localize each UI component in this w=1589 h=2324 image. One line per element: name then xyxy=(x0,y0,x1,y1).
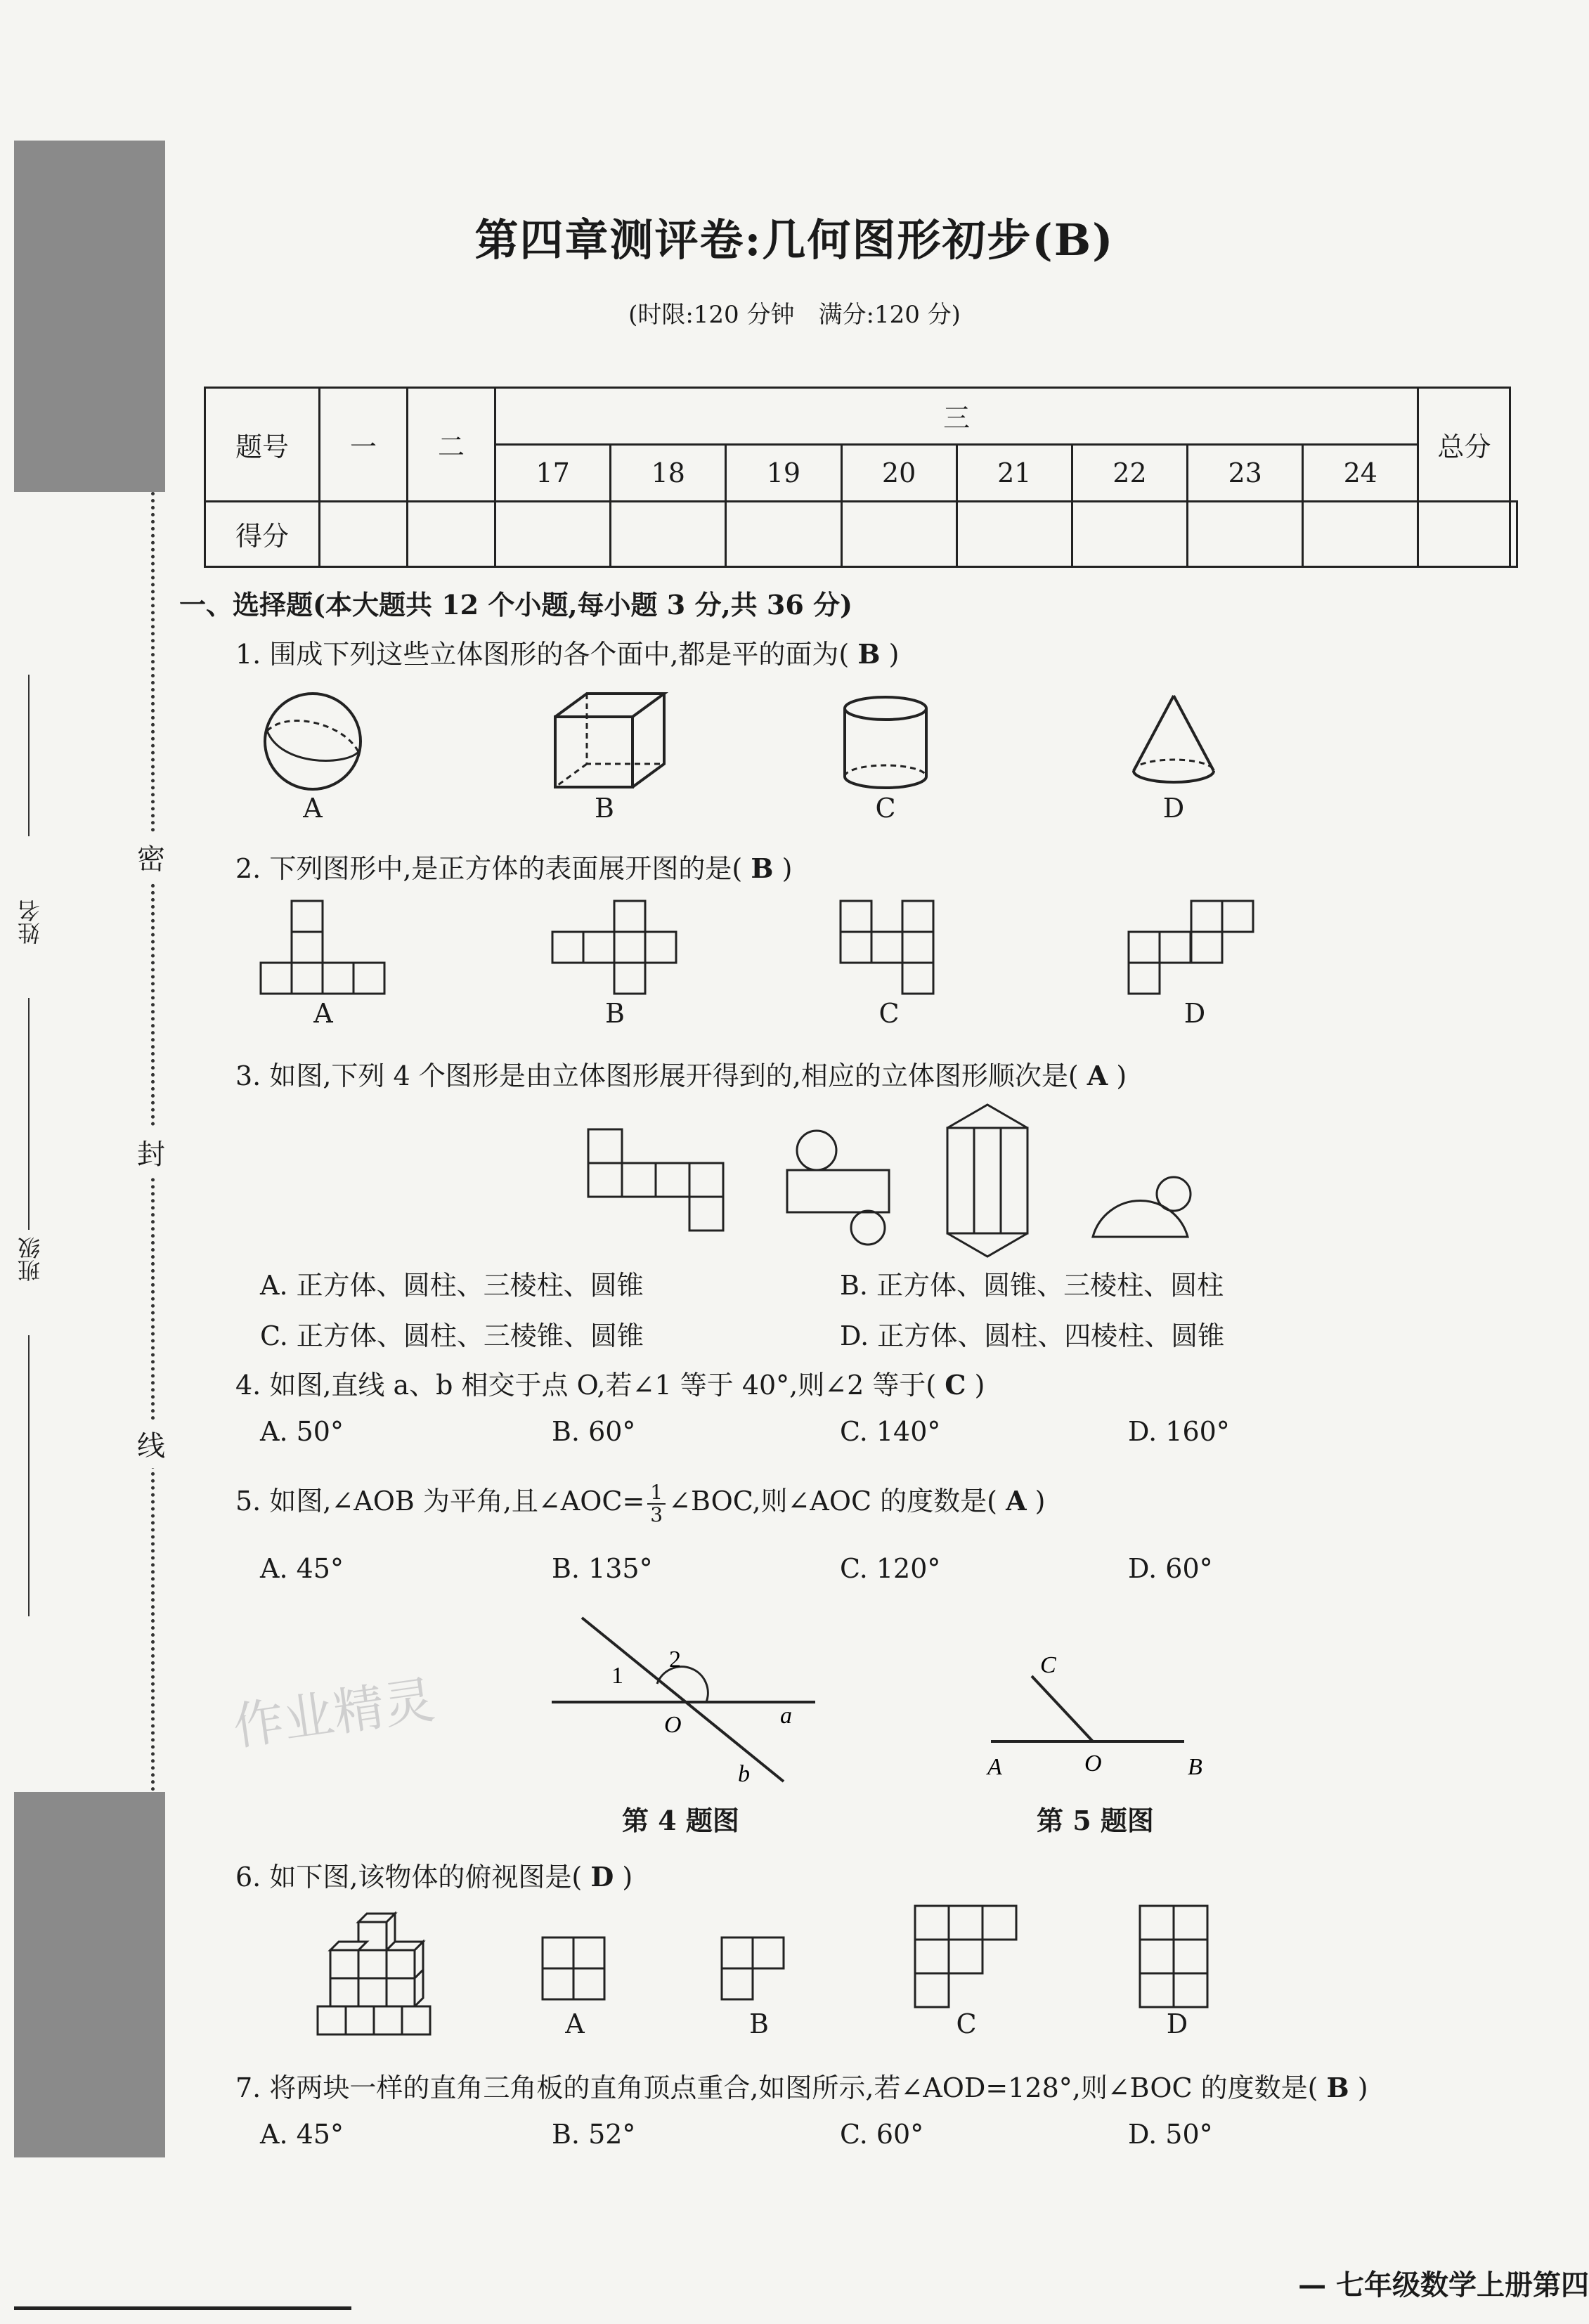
q1-label-c: C xyxy=(875,793,896,824)
score-table-subnum: 24 xyxy=(1303,444,1418,501)
question-3-close: ) xyxy=(1116,1060,1127,1091)
seal-char-mi: 密 xyxy=(137,833,165,881)
q7-option-b: B. 52° xyxy=(552,2119,636,2150)
score-cell[interactable] xyxy=(726,501,841,566)
q6-view-a xyxy=(541,1936,608,2003)
q3-net-cylinder xyxy=(780,1128,893,1247)
q4-option-a: A. 50° xyxy=(260,1416,344,1447)
score-table-subnum: 23 xyxy=(1188,444,1303,501)
question-4-answer: C xyxy=(945,1369,966,1401)
question-1-close: ) xyxy=(888,639,900,670)
q6-label-d: D xyxy=(1166,2008,1188,2039)
score-table-subnum: 19 xyxy=(726,444,841,501)
q3-option-c: C. 正方体、圆柱、三棱锥、圆锥 xyxy=(260,1320,644,1351)
seal-char-feng: 封 xyxy=(137,1128,165,1176)
question-5-fraction xyxy=(647,1482,666,1526)
score-cell[interactable] xyxy=(495,501,611,566)
q5-option-b: B. 135° xyxy=(552,1553,653,1584)
score-table-col-three: 三 xyxy=(495,388,1418,445)
question-6 xyxy=(235,1855,633,1894)
q1-figure-cube xyxy=(552,692,671,791)
score-cell[interactable] xyxy=(320,501,408,566)
question-5-text-after: ∠BOC,则∠AOC 的度数是( xyxy=(668,1486,997,1517)
q6-solid-figure xyxy=(316,1908,436,2038)
q1-figure-cone xyxy=(1128,692,1219,798)
score-cell[interactable] xyxy=(956,501,1072,566)
score-table xyxy=(204,387,1518,568)
question-7-close: ) xyxy=(1357,2072,1368,2103)
q5-option-d: D. 60° xyxy=(1128,1553,1213,1584)
q3-option-d: D. 正方体、圆柱、四棱柱、圆锥 xyxy=(840,1320,1225,1351)
q6-label-a: A xyxy=(565,2008,585,2039)
score-cell[interactable] xyxy=(1418,501,1510,566)
question-6-text: 6. 如下图,该物体的俯视图是( xyxy=(235,1862,583,1893)
question-6-close: ) xyxy=(622,1862,633,1893)
question-2-answer: B xyxy=(751,852,774,884)
q4-option-c: C. 140° xyxy=(840,1416,941,1447)
question-5 xyxy=(235,1479,1045,1526)
fig5-label-a: A xyxy=(987,1754,1002,1780)
score-table-subnum: 17 xyxy=(495,444,611,501)
q2-net-b xyxy=(552,900,678,994)
question-4-close: ) xyxy=(974,1370,985,1401)
fig4-label-b: b xyxy=(738,1761,750,1787)
watermark: 作业精灵 xyxy=(229,1670,439,1757)
fig4-label-2: 2 xyxy=(669,1647,681,1673)
question-3-answer: A xyxy=(1087,1060,1108,1091)
q3-net-cube xyxy=(587,1128,734,1240)
fig4-label-o: O xyxy=(664,1712,682,1738)
figure-5-caption: 第 5 题图 xyxy=(1037,1805,1154,1836)
score-cell[interactable] xyxy=(1303,501,1418,566)
question-2-text: 2. 下列图形中,是正方体的表面展开图的是( xyxy=(235,853,743,884)
page-footer: — 七年级数学上册第四 xyxy=(1298,2268,1589,2302)
class-field-line xyxy=(28,998,30,1230)
q6-view-b xyxy=(720,1936,798,2006)
q2-net-d xyxy=(1128,900,1258,994)
q5-option-c: C. 120° xyxy=(840,1553,941,1584)
page-title: 第四章测评卷:几何图形初步(B) xyxy=(474,214,1115,266)
fraction-numerator: 1 xyxy=(647,1482,666,1505)
fig4-label-a: a xyxy=(780,1703,792,1729)
question-4-text: 4. 如图,直线 a、b 相交于点 O,若∠1 等于 40°,则∠2 等于( xyxy=(235,1370,937,1401)
section-heading: 一、选择题(本大题共 12 个小题,每小题 3 分,共 36 分) xyxy=(179,589,852,621)
q6-label-b: B xyxy=(749,2008,769,2039)
question-2 xyxy=(235,847,792,885)
q3-net-prism xyxy=(942,1103,1040,1258)
q6-view-d xyxy=(1139,1904,1216,2006)
q4-option-d: D. 160° xyxy=(1128,1416,1230,1447)
page-subtitle: (时限:120 分钟 满分:120 分) xyxy=(628,301,961,329)
q2-net-c xyxy=(840,900,938,994)
fig4-label-1: 1 xyxy=(611,1663,623,1689)
q1-figure-sphere xyxy=(260,689,365,794)
score-cell[interactable] xyxy=(1510,501,1517,566)
q5-option-a: A. 45° xyxy=(260,1553,344,1584)
score-table-score-label: 得分 xyxy=(205,501,320,566)
score-table-subnum: 22 xyxy=(1072,444,1187,501)
q7-option-c: C. 60° xyxy=(840,2119,924,2150)
score-table-header-label: 题号 xyxy=(205,388,320,502)
question-1-text: 1. 围成下列这些立体图形的各个面中,都是平的面为( xyxy=(235,639,850,670)
q6-label-c: C xyxy=(956,2008,977,2039)
question-1 xyxy=(235,632,899,671)
question-4 xyxy=(235,1363,985,1402)
id-field-line xyxy=(28,1335,30,1616)
q3-option-b: B. 正方体、圆锥、三棱柱、圆柱 xyxy=(840,1270,1224,1301)
fig5-label-c: C xyxy=(1040,1652,1056,1678)
q1-figure-cylinder xyxy=(840,696,931,794)
margin-gray-bar-bottom xyxy=(14,1792,165,2157)
q7-option-a: A. 45° xyxy=(260,2119,344,2150)
q2-label-d: D xyxy=(1183,998,1206,1029)
question-3-text: 3. 如图,下列 4 个图形是由立体图形展开得到的,相应的立体图形顺次是( xyxy=(235,1060,1079,1091)
name-field-line xyxy=(28,675,30,836)
score-table-col-two: 二 xyxy=(408,388,495,502)
q3-option-a: A. 正方体、圆柱、三棱柱、圆锥 xyxy=(260,1270,644,1301)
score-table-total-label: 总分 xyxy=(1418,388,1510,502)
q4-option-b: B. 60° xyxy=(552,1416,636,1447)
q7-option-d: D. 50° xyxy=(1128,2119,1213,2150)
question-3 xyxy=(235,1054,1127,1093)
question-5-text-before: 5. 如图,∠AOB 为平角,且∠AOC= xyxy=(235,1486,645,1517)
figure-4-caption: 第 4 题图 xyxy=(622,1805,739,1836)
fig5-label-o: O xyxy=(1084,1751,1102,1777)
score-table-col-one: 一 xyxy=(320,388,408,502)
q3-net-cone xyxy=(1089,1170,1202,1247)
seal-char-xian: 线 xyxy=(137,1420,165,1468)
question-2-close: ) xyxy=(781,853,793,884)
score-cell[interactable] xyxy=(408,501,495,566)
q2-label-c: C xyxy=(878,998,900,1029)
score-cell[interactable] xyxy=(611,501,726,566)
question-6-answer: D xyxy=(590,1861,614,1893)
question-5-answer: A xyxy=(1006,1485,1027,1517)
score-table-subnum: 21 xyxy=(956,444,1072,501)
q1-label-d: D xyxy=(1162,793,1185,824)
question-1-answer: B xyxy=(857,638,881,670)
fraction-denominator: 3 xyxy=(650,1502,663,1526)
q2-label-a: A xyxy=(313,998,333,1029)
figure-4-diagram xyxy=(548,1609,829,1792)
score-table-subnum: 20 xyxy=(841,444,956,501)
question-5-close: ) xyxy=(1035,1486,1046,1517)
class-field-label: 班级 xyxy=(17,1237,44,1282)
score-cell[interactable] xyxy=(1072,501,1187,566)
question-7-text: 7. 将两块一样的直角三角板的直角顶点重合,如图所示,若∠AOD=128°,则∠BOC 的度数是( xyxy=(235,2072,1318,2103)
question-7-answer: B xyxy=(1326,2072,1349,2103)
q6-view-c xyxy=(914,1904,1026,2006)
q1-label-a: A xyxy=(303,793,323,824)
bottom-rule xyxy=(14,2306,351,2310)
score-table-subnum: 18 xyxy=(611,444,726,501)
score-cell[interactable] xyxy=(841,501,956,566)
figure-5-diagram xyxy=(984,1651,1216,1785)
q2-label-b: B xyxy=(605,998,625,1029)
q1-label-b: B xyxy=(595,793,614,824)
name-field-label: 姓名 xyxy=(17,900,44,944)
question-7 xyxy=(235,2066,1368,2105)
q2-net-a xyxy=(260,900,387,994)
fig5-label-b: B xyxy=(1188,1754,1202,1780)
score-cell[interactable] xyxy=(1188,501,1303,566)
